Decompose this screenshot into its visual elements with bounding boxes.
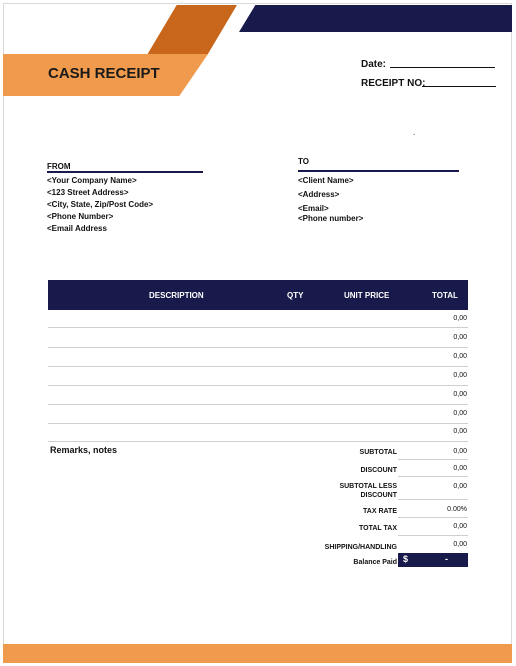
row-total: 0,00 — [453, 391, 467, 398]
shipping-label: SHIPPING/HANDLING — [324, 544, 397, 551]
discount-label: DISCOUNT — [360, 467, 397, 474]
date-field-line[interactable] — [390, 67, 495, 68]
col-unit-price: UNIT PRICE — [344, 291, 390, 300]
col-total: TOTAL — [432, 291, 458, 300]
to-heading: TO — [298, 157, 309, 166]
subtotal-value: 0,00 — [453, 448, 467, 455]
table-row — [48, 385, 468, 386]
row-total: 0,00 — [453, 334, 467, 341]
to-email: <Email> — [298, 204, 329, 213]
balance-label: Balance Paid — [353, 559, 397, 566]
balance-currency: $ — [403, 554, 409, 564]
from-heading: FROM — [47, 162, 71, 171]
table-row — [48, 347, 468, 348]
total-tax-label: TOTAL TAX — [359, 525, 397, 532]
to-phone: <Phone number> — [298, 214, 364, 223]
receipt-no-field-line[interactable] — [422, 86, 496, 87]
table-row — [48, 423, 468, 424]
shipping-value: 0,00 — [453, 541, 467, 548]
items-table-header — [48, 280, 468, 310]
from-street: <123 Street Address> — [47, 188, 129, 197]
tax-rate-label: TAX RATE — [363, 508, 397, 515]
balance-box — [398, 553, 468, 567]
to-client-name: <Client Name> — [298, 176, 354, 185]
from-email: <Email Address — [47, 224, 107, 233]
row-total: 0,00 — [453, 428, 467, 435]
subtotal-less-discount-value: 0,00 — [453, 483, 467, 490]
row-total: 0,00 — [453, 353, 467, 360]
tax-rate-value: 0.00% — [447, 506, 467, 513]
row-total: 0,00 — [453, 410, 467, 417]
summary-divider — [398, 499, 468, 500]
col-qty: QTY — [287, 291, 304, 300]
from-city: <City, State, Zip/Post Code> — [47, 200, 154, 209]
receipt-no-label: RECEIPT NO: — [361, 78, 426, 89]
summary-divider — [398, 535, 468, 536]
table-row — [48, 327, 468, 328]
discount-value: 0,00 — [453, 465, 467, 472]
summary-divider — [398, 459, 468, 460]
stray-dot: . — [413, 128, 416, 137]
subtotal-label: SUBTOTAL — [359, 449, 397, 456]
summary-divider — [398, 476, 468, 477]
summary-divider — [398, 517, 468, 518]
balance-amount: - — [445, 554, 448, 564]
row-total: 0,00 — [453, 315, 467, 322]
col-description: DESCRIPTION — [149, 291, 204, 300]
to-rule — [298, 170, 459, 172]
total-tax-value: 0,00 — [453, 523, 467, 530]
header-accent-navy — [239, 5, 512, 32]
subtotal-less-discount-label: SUBTOTAL LESS DISCOUNT — [339, 483, 397, 499]
date-label: Date: — [361, 59, 387, 70]
to-address: <Address> — [298, 190, 340, 199]
from-rule — [47, 171, 203, 173]
remarks-label: Remarks, notes — [50, 445, 118, 455]
from-phone: <Phone Number> — [47, 212, 114, 221]
from-company: <Your Company Name> — [47, 176, 137, 185]
footer-bar — [3, 644, 512, 663]
page-title: CASH RECEIPT — [48, 65, 160, 82]
table-row — [48, 404, 468, 405]
table-row — [48, 441, 468, 442]
table-row — [48, 366, 468, 367]
row-total: 0,00 — [453, 372, 467, 379]
